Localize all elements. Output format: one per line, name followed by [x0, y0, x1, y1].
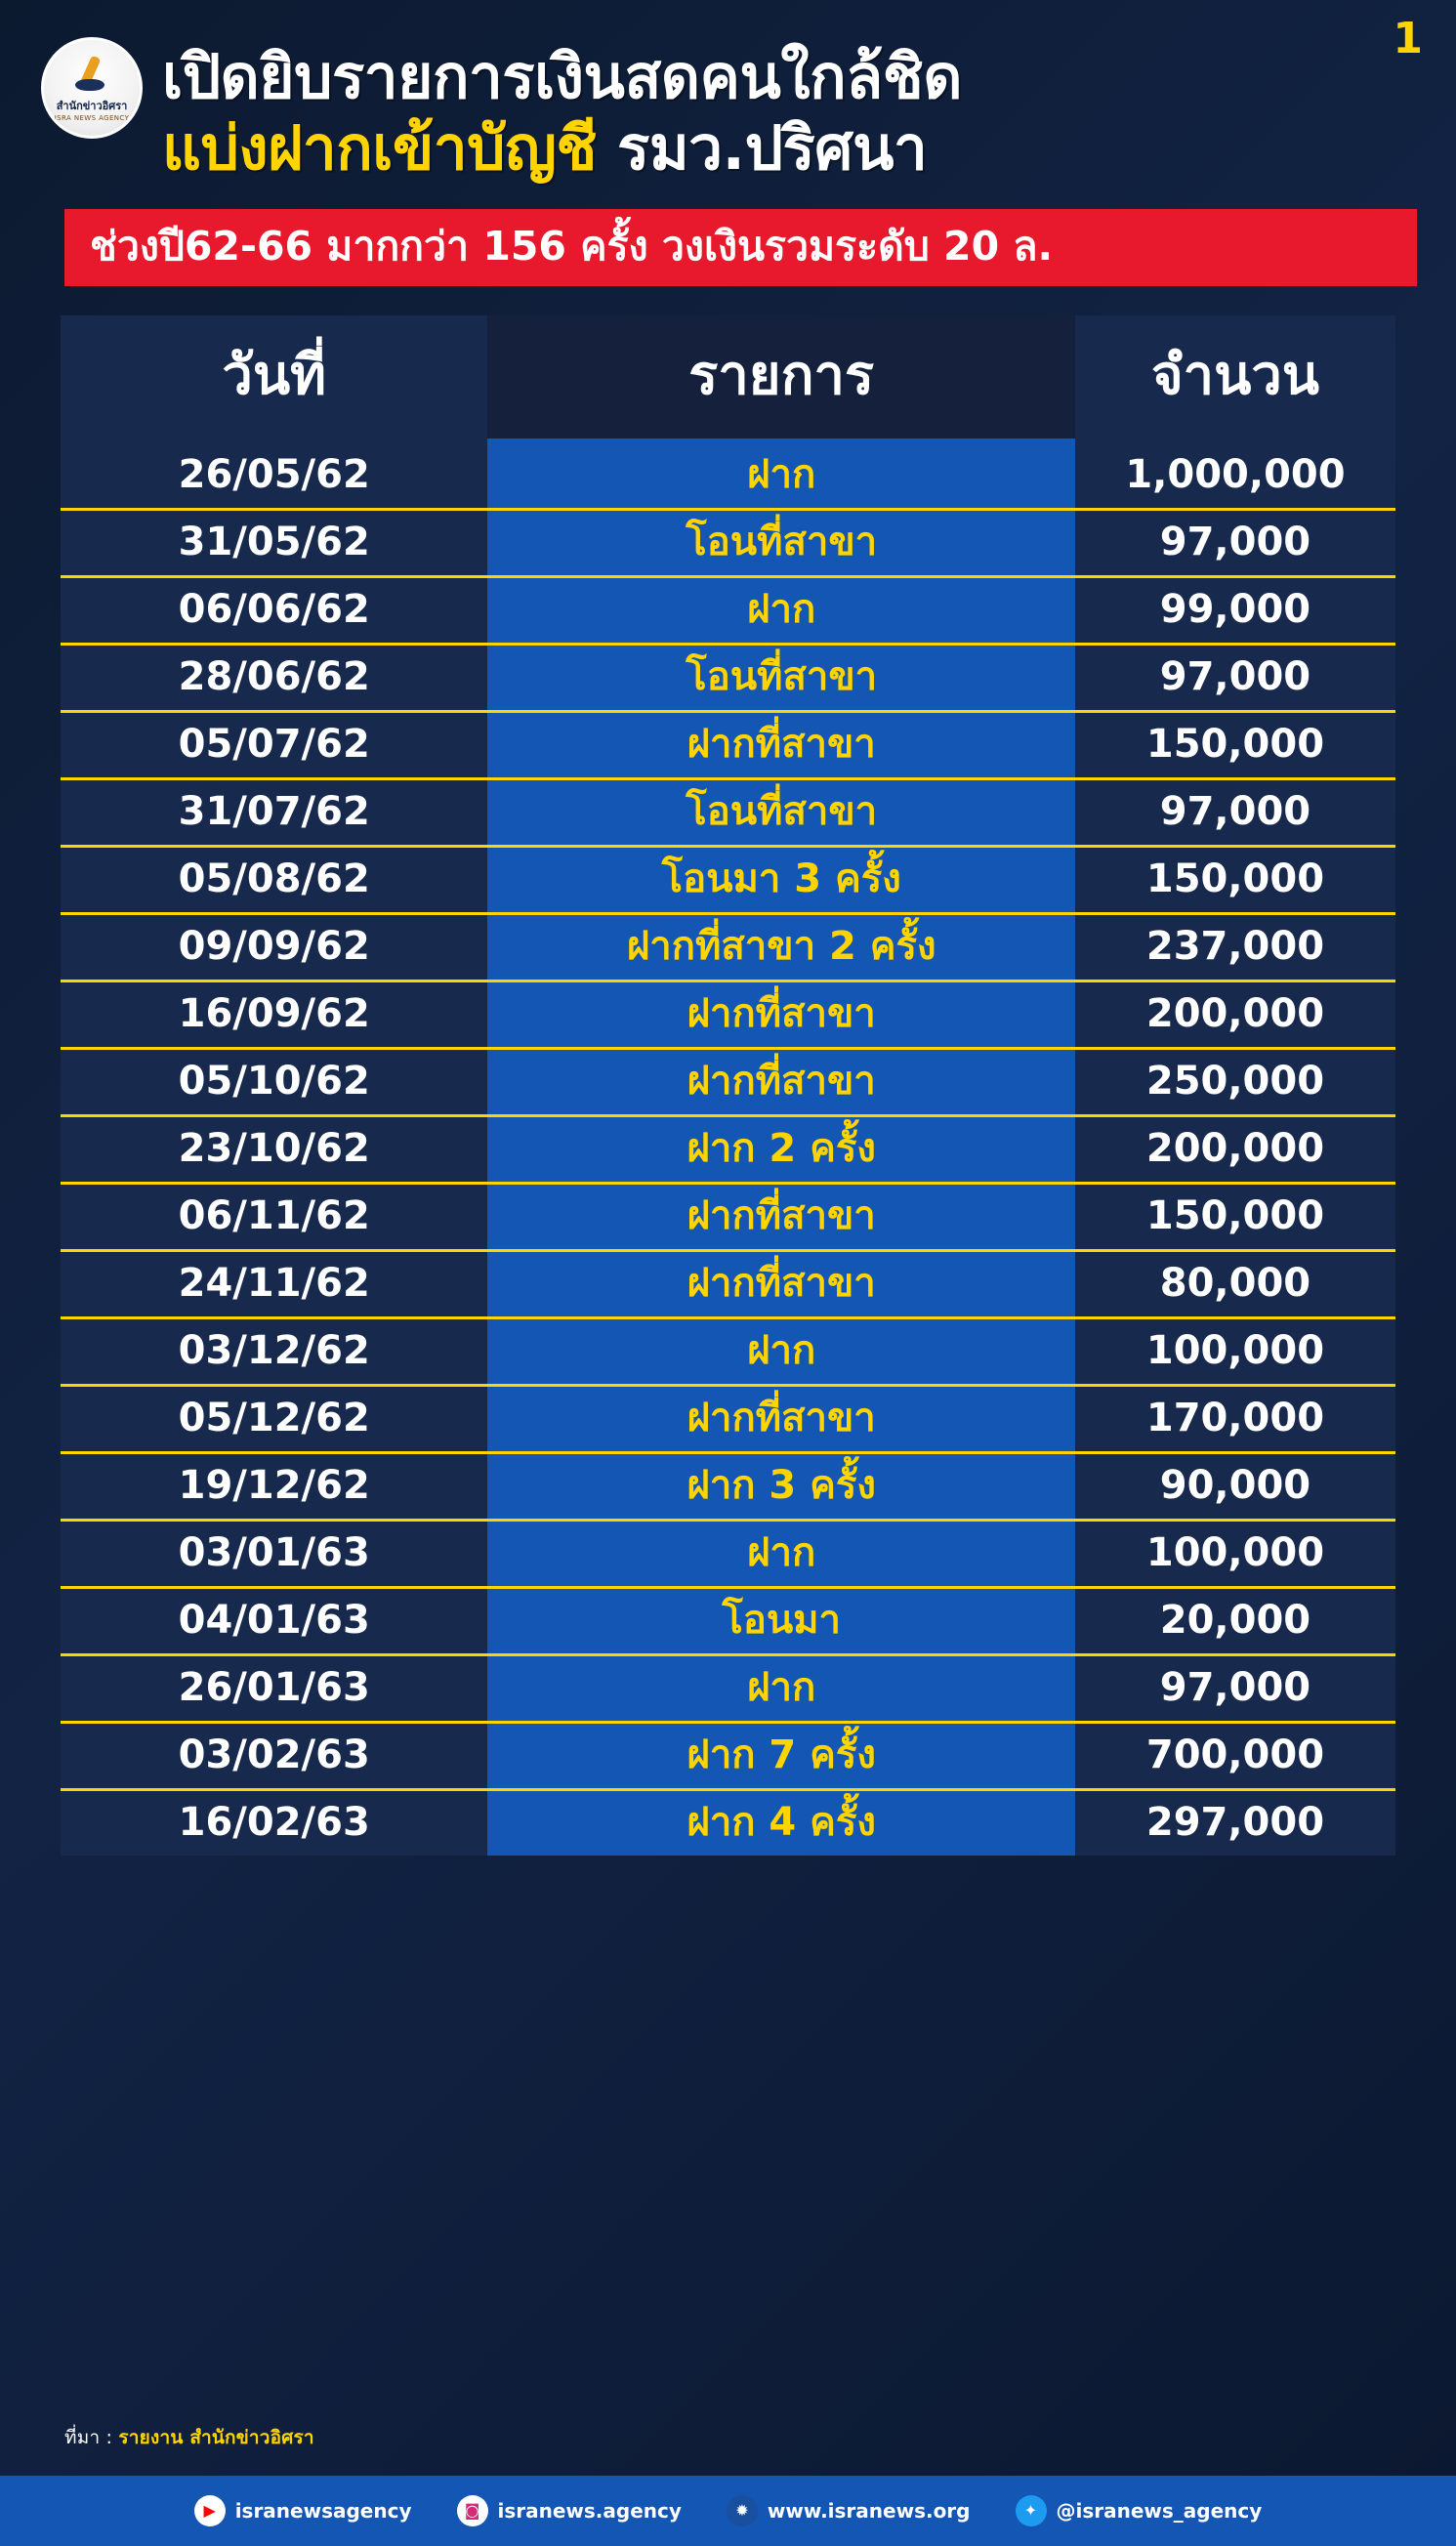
table-row [61, 1318, 1395, 1386]
cell-date: 16/02/63 [61, 1790, 487, 1857]
source-label: ที่มา : [64, 2427, 119, 2448]
cell-amount: 99,000 [1075, 577, 1395, 645]
source-credit [64, 2423, 314, 2452]
twitter-icon[interactable]: ✦ [1016, 2495, 1047, 2526]
cell-amount: 97,000 [1075, 645, 1395, 712]
cell-amount: 20,000 [1075, 1588, 1395, 1655]
footer-bar [0, 2476, 1456, 2546]
cell-date: 03/12/62 [61, 1318, 487, 1386]
cell-date: 16/09/62 [61, 981, 487, 1049]
cell-date: 06/06/62 [61, 577, 487, 645]
cell-date: 28/06/62 [61, 645, 487, 712]
instagram-icon[interactable]: ◙ [457, 2495, 488, 2526]
table-row [61, 577, 1395, 645]
cell-item: โอนที่สาขา [487, 510, 1074, 577]
page-number: 1 [1393, 14, 1423, 63]
cell-date: 03/01/63 [61, 1521, 487, 1588]
cell-amount: 97,000 [1075, 1655, 1395, 1723]
data-table-container [61, 315, 1395, 1856]
cell-item: ฝาก [487, 1521, 1074, 1588]
cell-item: ฝาก [487, 1655, 1074, 1723]
cell-item: ฝากที่สาขา [487, 981, 1074, 1049]
cell-date: 09/09/62 [61, 914, 487, 981]
cell-item: ฝากที่สาขา 2 ครั้ง [487, 914, 1074, 981]
table-row [61, 1655, 1395, 1723]
table-row [61, 847, 1395, 914]
cell-date: 03/02/63 [61, 1723, 487, 1790]
table-row [61, 981, 1395, 1049]
column-header-amount: จำนวน [1075, 315, 1395, 438]
cell-date: 24/11/62 [61, 1251, 487, 1318]
cell-amount: 250,000 [1075, 1049, 1395, 1116]
youtube-icon[interactable]: ▶ [194, 2495, 226, 2526]
table-row [61, 1251, 1395, 1318]
cell-date: 04/01/63 [61, 1588, 487, 1655]
title-line-2-highlight: แบ่งฝากเข้าบัญชี [162, 112, 597, 185]
cell-item: ฝากที่สาขา [487, 1386, 1074, 1453]
cell-amount: 80,000 [1075, 1251, 1395, 1318]
table-row [61, 510, 1395, 577]
cell-amount: 90,000 [1075, 1453, 1395, 1521]
cell-item: ฝาก 3 ครั้ง [487, 1453, 1074, 1521]
cell-amount: 150,000 [1075, 847, 1395, 914]
cell-date: 26/01/63 [61, 1655, 487, 1723]
cell-item: ฝาก 4 ครั้ง [487, 1790, 1074, 1857]
cell-item: โอนมา [487, 1588, 1074, 1655]
transactions-table [61, 315, 1395, 1856]
table-row [61, 914, 1395, 981]
header [0, 0, 1456, 184]
table-row [61, 1790, 1395, 1857]
column-header-date: วันที่ [61, 315, 487, 438]
table-row [61, 779, 1395, 847]
footer-item[interactable] [194, 2495, 412, 2526]
title-block [162, 27, 1417, 184]
cell-date: 31/05/62 [61, 510, 487, 577]
title-line-2 [162, 112, 1417, 184]
footer-item-label: isranewsagency [234, 2499, 412, 2523]
cell-amount: 97,000 [1075, 510, 1395, 577]
cell-item: ฝากที่สาขา [487, 1251, 1074, 1318]
title-line-2-rest: รมว.ปริศนา [617, 112, 928, 185]
table-row [61, 712, 1395, 779]
subtitle-banner: ช่วงปี62-66 มากกว่า 156 ครั้ง วงเงินรวมระดับ 20 ล. [64, 209, 1417, 286]
cell-item: ฝาก [487, 438, 1074, 510]
cell-amount: 150,000 [1075, 712, 1395, 779]
table-row [61, 1521, 1395, 1588]
cell-date: 31/07/62 [61, 779, 487, 847]
cell-amount: 700,000 [1075, 1723, 1395, 1790]
logo-thai-text: สำนักข่าวอิศรา [56, 100, 128, 112]
cell-item: ฝาก [487, 577, 1074, 645]
cell-item: ฝากที่สาขา [487, 1184, 1074, 1251]
cell-date: 05/07/62 [61, 712, 487, 779]
table-body [61, 438, 1395, 1856]
table-header-row [61, 315, 1395, 438]
footer-item[interactable] [1016, 2495, 1263, 2526]
cell-item: ฝาก [487, 1318, 1074, 1386]
source-text: รายงาน สำนักข่าวอิศรา [118, 2427, 314, 2448]
footer-item[interactable] [457, 2495, 682, 2526]
quill-icon [69, 54, 114, 99]
table-header [61, 315, 1395, 438]
cell-date: 05/08/62 [61, 847, 487, 914]
table-row [61, 1723, 1395, 1790]
table-row [61, 1588, 1395, 1655]
cell-amount: 1,000,000 [1075, 438, 1395, 510]
cell-item: โอนที่สาขา [487, 779, 1074, 847]
title-line-1: เปิดยิบรายการเงินสดคนใกล้ชิด [162, 41, 963, 112]
table-row [61, 438, 1395, 510]
cell-item: ฝาก 7 ครั้ง [487, 1723, 1074, 1790]
table-row [61, 1049, 1395, 1116]
table-row [61, 1184, 1395, 1251]
cell-item: โอนมา 3 ครั้ง [487, 847, 1074, 914]
cell-item: ฝาก 2 ครั้ง [487, 1116, 1074, 1184]
cell-item: โอนที่สาขา [487, 645, 1074, 712]
cell-amount: 170,000 [1075, 1386, 1395, 1453]
cell-amount: 200,000 [1075, 981, 1395, 1049]
cell-date: 05/10/62 [61, 1049, 487, 1116]
cell-amount: 237,000 [1075, 914, 1395, 981]
globe-icon[interactable]: ✹ [727, 2495, 758, 2526]
footer-item[interactable] [727, 2495, 971, 2526]
footer-item-label: @isranews_agency [1056, 2499, 1263, 2523]
table-row [61, 1386, 1395, 1453]
isra-news-logo [41, 37, 143, 139]
cell-date: 26/05/62 [61, 438, 487, 510]
cell-item: ฝากที่สาขา [487, 712, 1074, 779]
table-row [61, 645, 1395, 712]
cell-date: 05/12/62 [61, 1386, 487, 1453]
cell-amount: 100,000 [1075, 1318, 1395, 1386]
cell-amount: 200,000 [1075, 1116, 1395, 1184]
cell-amount: 100,000 [1075, 1521, 1395, 1588]
cell-item: ฝากที่สาขา [487, 1049, 1074, 1116]
cell-amount: 150,000 [1075, 1184, 1395, 1251]
column-header-item: รายการ [487, 315, 1074, 438]
cell-amount: 97,000 [1075, 779, 1395, 847]
logo-roman-text: ISRA NEWS AGENCY [54, 114, 130, 122]
cell-amount: 297,000 [1075, 1790, 1395, 1857]
table-row [61, 1453, 1395, 1521]
cell-date: 06/11/62 [61, 1184, 487, 1251]
footer-item-label: www.isranews.org [767, 2499, 971, 2523]
table-row [61, 1116, 1395, 1184]
cell-date: 19/12/62 [61, 1453, 487, 1521]
footer-item-label: isranews.agency [497, 2499, 682, 2523]
cell-date: 23/10/62 [61, 1116, 487, 1184]
